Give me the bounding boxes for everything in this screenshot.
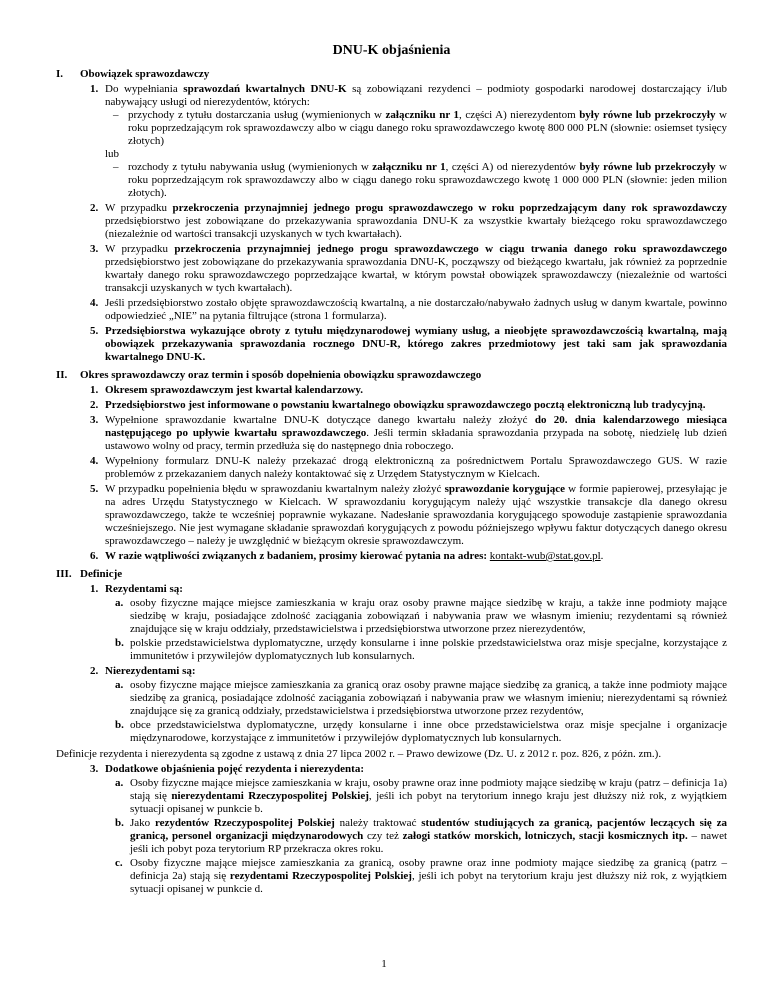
section-numeral: III. [56, 568, 72, 580]
list-item-num [90, 483, 727, 548]
text-run: załączniku nr 1 [385, 109, 460, 121]
section-II [56, 369, 727, 563]
item-marker: – [113, 109, 119, 121]
text-run: nierezydentami Rzeczypospolitej Polskiej [171, 790, 369, 802]
text-run: W przypadku popełnienia błędu w sprawozdaniu kwartalnym należy złożyć [105, 483, 445, 495]
text-run: przekroczenia przynajmniej jednego progu sprawozdawczego w roku poprzedzającym dany rok sprawozdawczy [172, 202, 727, 214]
page-number: 1 [381, 958, 387, 970]
section-heading [56, 68, 727, 81]
list-item-num [90, 414, 727, 453]
text-run: sprawozdanie korygujące [444, 483, 566, 495]
list-item-para [56, 748, 727, 761]
text-run: w roku poprzedzającym rok sprawozdawczy albo w ciągu danego roku sprawozdawczego kwotę 1 000 000 PLN (słownie: jeden milion złotych). [128, 161, 727, 199]
text-run: rezydentów Rzeczypospolitej Polskiej [154, 817, 335, 829]
list-item-letter [115, 679, 727, 718]
text-run: były równe lub przekroczyły [579, 109, 716, 121]
list-item-num [90, 455, 727, 481]
list-item-num [90, 384, 727, 397]
section-I [56, 68, 727, 364]
item-marker: 2. [90, 665, 99, 677]
list-item-num [90, 83, 727, 200]
text-run: studentów studiujących za granicą, pacjentów leczących się za granicą, personel organizacji międzynarodowych [130, 817, 727, 842]
text-run: rozchody z tytułu nabywania usług (wymienionych w [128, 161, 373, 173]
list-item-letter [115, 719, 727, 745]
text-run: – nawet jeśli ich pobyt poza terytorium RP przekracza okres roku. [130, 830, 728, 855]
text-run: Dodatkowe objaśnienia pojęć rezydenta i nierezydenta: [105, 763, 364, 775]
item-marker: 2. [90, 399, 99, 411]
item-marker: 2. [90, 202, 99, 214]
list-item-num [90, 763, 728, 896]
item-marker: 3. [90, 414, 99, 426]
section-numeral: II. [56, 369, 68, 381]
email-link[interactable]: kontakt-wub@stat.gov.pl [489, 550, 601, 562]
text-run: . [600, 550, 604, 562]
text-run: osoby fizyczne mające miejsce zamieszkania w kraju oraz osoby prawne mające siedzibę w kraju, a także inne podmioty mające siedzibę w kraju, posiadające zdolność zaciągania zobowiązań i nabywania praw we własnym imieniu; rezydentami są również znajdujące się w kraju oddziały, przedstawicielstwa i przedsiębiorstwa utworzone przez nierezydentów, [130, 597, 727, 635]
item-marker: – [113, 161, 119, 173]
list-item-letter [115, 777, 727, 816]
item-marker: 1. [90, 384, 99, 396]
text-run: rezydentami Rzeczypospolitej Polskiej [229, 870, 412, 882]
list-item-num [90, 550, 727, 563]
text-run: przekroczenia przynajmniej jednego progu sprawozdawczego w ciągu trwania danego roku sprawozdawczego [174, 243, 727, 255]
document-title: DNU-K objaśnienia [332, 43, 451, 58]
list-item-num [90, 665, 727, 745]
item-marker: c. [115, 857, 123, 869]
text-run: , jeśli ich pobyt na terytorium kraju jest dłuższy niż rok, z wyjątkiem sytuacji opisanej w punkcie d. [130, 870, 727, 895]
list-item-letter [115, 637, 727, 663]
list-item-plain [105, 148, 727, 161]
text-run: W przypadku [105, 243, 175, 255]
list-item-num [90, 297, 727, 323]
text-run: Jako [130, 817, 155, 829]
section-heading-text: Okres sprawozdawczy oraz termin i sposób dopełnienia obowiązku sprawozdawczego [80, 369, 482, 381]
section-III [56, 568, 727, 896]
section-heading-text: Definicje [80, 568, 123, 580]
item-marker: 1. [90, 583, 99, 595]
list-item-num [90, 399, 727, 412]
section-heading-text: Obowiązek sprawozdawczy [80, 68, 210, 80]
text-run: czy też [363, 830, 403, 842]
text-run: . Jeśli termin składania sprawozdania przypada na sobotę, niedzielę lub dzień ustawowo wolny od pracy, termin przedłuża się do następnego dnia roboczego. [105, 427, 727, 452]
text-run: Osoby fizyczne mające miejsce zamieszkania w kraju, osoby prawne oraz inne podmioty mające siedzibę w kraju (patrz – definicja 1a) stają się [130, 777, 727, 802]
text-run: sprawozdań kwartalnych DNU-K [183, 83, 347, 95]
list-item-num [90, 583, 727, 663]
text-run: w roku poprzedzającym rok sprawozdawczy albo w ciągu danego roku sprawozdawczego kwotę 800 000 PLN (słownie: osiemset tysięcy złotych) [128, 109, 727, 147]
text-run: Jeśli przedsiębiorstwo zostało objęte sprawozdawczością kwartalną, a nie dostarczało/nabywało żadnych usług w danym kwartale, powinno odpowiedzieć „NIE” na pytania filtrujące (strona 1 formularza). [105, 297, 727, 322]
text-run: lub [105, 148, 120, 160]
section-heading [56, 369, 727, 382]
list-item-letter [115, 817, 728, 856]
text-run: W przypadku [105, 202, 173, 214]
document-body [56, 68, 727, 896]
item-marker: b. [115, 719, 124, 731]
text-run: Osoby fizyczne mające miejsce zamieszkania za granicą, osoby prawne oraz inne podmioty mające siedzibę za granicą (patrz – definicja 2a) stają się [130, 857, 727, 882]
text-run: należy traktować [334, 817, 422, 829]
item-marker: 5. [90, 483, 99, 495]
item-marker: 3. [90, 763, 99, 775]
text-run: Przedsiębiorstwa wykazujące obroty z tytułu międzynarodowej wymiany usług, a nieobjęte sprawozdawczością kwartalną, mają obowiązek przekazywania sprawozdania rocznego DNU-R, którego zakres przedmiotowy jest taki sam jak sprawozdania kwartalnego DNU-K. [105, 325, 727, 363]
item-marker: 6. [90, 550, 99, 562]
item-marker: a. [115, 679, 124, 691]
list-item-num [90, 202, 727, 241]
list-item-num [90, 243, 727, 295]
item-marker: 3. [90, 243, 99, 255]
text-run: , jeśli ich pobyt na terytorium innego kraju jest dłuższy niż rok, z wyjątkiem sytuacji opisanej w punkcie b. [130, 790, 727, 815]
text-run: załączniku nr 1 [372, 161, 446, 173]
item-marker: b. [115, 637, 124, 649]
text-run: polskie przedstawicielstwa dyplomatyczne, urzędy konsularne i inne polskie przedstawicielstwa oraz misje specjalne, korzystające z immunitetów i przywilejów dyplomatycznych lub konsularnych. [130, 637, 727, 662]
text-run: przedsiębiorstwo jest zobowiązane do przekazywania sprawozdania DNU-K za wszystkie kwartały bieżącego roku sprawozdawczego (niezależnie od wartości transakcji uzyskanych w tych kwartałach). [105, 215, 727, 240]
item-marker: b. [115, 817, 124, 829]
text-run: były równe lub przekroczyły [579, 161, 716, 173]
text-run: są zobowiązani rezydenci – podmioty gospodarki narodowej dostarczający i/lub nabywający usługi od nierezydentów, których: [105, 83, 727, 108]
item-marker: 4. [90, 297, 99, 309]
item-marker: 5. [90, 325, 99, 337]
text-run: Definicje rezydenta i nierezydenta są zgodne z ustawą z dnia 27 lipca 2002 r. – Prawo dewizowe (Dz. U. z 2012 r. poz. 826, z późn. zm.). [56, 748, 662, 760]
text-run: Do wypełniania [105, 83, 184, 95]
text-run: obce przedstawicielstwa dyplomatyczne, urzędy konsularne i inne obce przedstawicielstwa oraz misje specjalne i organizacje międzynarodowe, korzystające z immunitetów i przywilejów dyplomatycznych lub konsularnych. [130, 719, 727, 744]
text-run: W razie wątpliwości związanych z badaniem, prosimy kierować pytania na adres: [105, 550, 490, 562]
text-run: przedsiębiorstwo jest zobowiązane do przekazywania sprawozdania DNU-K, począwszy od bieżącego kwartału, jak również za poprzednie kwartały danego roku sprawozdawczego poprzedzające kwartał, w którym powstał obowiązek sprawozdawczy (niezależnie od wartości transakcji uzyskanych w tych kwartałach). [105, 256, 727, 294]
item-marker: a. [115, 597, 124, 609]
section-heading [56, 568, 727, 581]
section-numeral: I. [56, 68, 64, 80]
text-run: Wypełnione sprawozdanie kwartalne DNU-K dotyczące danego kwartału należy złożyć [105, 414, 535, 426]
list-item-dash [113, 161, 727, 200]
text-run: Okresem sprawozdawczym jest kwartał kalendarzowy. [105, 384, 363, 396]
text-run: przychody z tytułu dostarczania usług (wymienionych w [128, 109, 386, 121]
text-run: załogi statków morskich, lotniczych, stacji kosmicznych itp. [402, 830, 688, 842]
text-run: , części A) nierezydentom [459, 109, 580, 121]
text-run: Rezydentami są: [105, 583, 183, 595]
list-item-letter [115, 857, 727, 896]
item-marker: 1. [90, 83, 99, 95]
item-marker: a. [115, 777, 124, 789]
list-item-dash [113, 109, 727, 148]
text-run: do 20. dnia kalendarzowego miesiąca następującego po upływie kwartału sprawozdawczego [105, 414, 727, 439]
list-item-num [90, 325, 727, 364]
text-run: Przedsiębiorstwo jest informowane o powstaniu kwartalnego obowiązku sprawozdawczego pocztą elektroniczną lub tradycyjną. [105, 399, 706, 411]
text-run: osoby fizyczne mające miejsce zamieszkania za granicą oraz osoby prawne mające siedzibę za granicą, a także inne podmioty mające siedzibę za granicą, posiadające zdolność zaciągania zobowiązań i nabywania praw we własnym imieniu; nierezydentami są również znajdujące się za granicą oddziały, przedstawicielstwa i przedsiębiorstwa utworzone przez rezydentów, [130, 679, 727, 717]
text-run: , części A) od nierezydentów [445, 161, 580, 173]
text-run: Wypełniony formularz DNU-K należy przekazać drogą elektroniczną za pośrednictwem Portalu Sprawozdawczego GUS. W razie problemów z przekazaniem danych należy kontaktować się z Urzędem Statystycznym w Kielcach. [105, 455, 727, 480]
item-marker: 4. [90, 455, 99, 467]
text-run: Nierezydentami są: [105, 665, 196, 677]
list-item-letter [115, 597, 727, 636]
text-run: w formie papierowej, przesyłając je na adres Urzędu Statystycznego w Kielcach. W sprawozdaniu korygującym należy ująć wszystkie transakcje dla danego okresu sprawozdawczego, także te wcześniej poprawnie wykazane. Nadesłanie sprawozdania korygującego spowoduje zastąpienie sprawozdania wcześniejszego. Nie jest wymagane składanie sprawozdań korygujących z powodu późniejszego wpływu faktur dotyczących danego okresu sprawozdawczego – należy je uwzględnić w bieżącym okresie sprawozdawczym. [105, 483, 727, 547]
